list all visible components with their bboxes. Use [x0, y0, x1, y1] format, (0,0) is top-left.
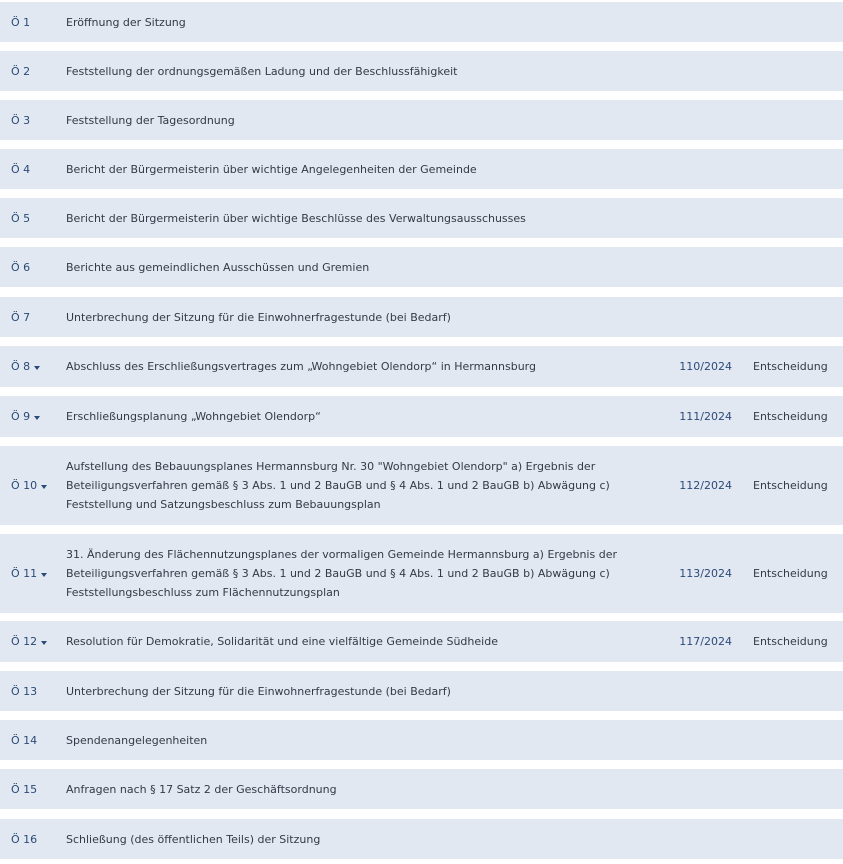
item-number: Ö 5	[11, 211, 31, 225]
item-title	[66, 534, 621, 613]
agenda-row	[0, 51, 843, 91]
agenda-row	[0, 100, 843, 140]
vorlage-link[interactable]: 117/2024	[679, 635, 732, 648]
agenda-row	[0, 396, 843, 437]
expand-toggle[interactable]	[11, 534, 47, 613]
caret-down-icon	[41, 485, 47, 489]
item-title-line: Feststellungsbeschluss zum Flächennutzungsplan	[66, 586, 340, 599]
item-title: Erschließungsplanung „Wohngebiet Olendorp“	[66, 410, 321, 423]
caret-down-icon	[34, 416, 40, 420]
vorlage-link[interactable]: 110/2024	[679, 360, 732, 373]
agenda-row	[0, 346, 843, 387]
item-number: Ö 10	[11, 479, 38, 492]
item-title: Spendenangelegenheiten	[66, 733, 208, 747]
item-title-line: Beteiligungsverfahren gemäß § 3 Abs. 1 und 2 BauGB und § 4 Abs. 1 und 2 BauGB b) Abwägung c)	[66, 479, 610, 492]
agenda-row	[0, 621, 843, 662]
agenda-row	[0, 198, 843, 238]
vorlage-link[interactable]: 113/2024	[679, 567, 732, 580]
item-number: Ö 6	[11, 260, 31, 274]
item-title: Feststellung der Tagesordnung	[66, 113, 235, 127]
item-number: Ö 1	[11, 15, 31, 29]
item-title: Feststellung der ordnungsgemäßen Ladung und der Beschlussfähigkeit	[66, 64, 458, 78]
item-type: Entscheidung	[753, 479, 828, 492]
vorlage-link[interactable]: 112/2024	[679, 479, 732, 492]
item-type: Entscheidung	[753, 410, 828, 423]
item-number: Ö 4	[11, 162, 31, 176]
expand-toggle[interactable]	[11, 396, 40, 437]
item-title-line: Beteiligungsverfahren gemäß § 3 Abs. 1 und 2 BauGB und § 4 Abs. 1 und 2 BauGB b) Abwägung c)	[66, 567, 610, 580]
item-title: Schließung (des öffentlichen Teils) der Sitzung	[66, 832, 321, 846]
item-number: Ö 16	[11, 832, 38, 846]
item-title: Bericht der Bürgermeisterin über wichtige Angelegenheiten der Gemeinde	[66, 162, 477, 176]
expand-toggle[interactable]	[11, 446, 47, 525]
item-title: Unterbrechung der Sitzung für die Einwohnerfragestunde (bei Bedarf)	[66, 684, 451, 698]
item-title: Unterbrechung der Sitzung für die Einwohnerfragestunde (bei Bedarf)	[66, 310, 451, 324]
item-title-line: 31. Änderung des Flächennutzungsplanes der vormaligen Gemeinde Hermannsburg a) Ergebnis der	[66, 548, 617, 561]
agenda-row	[0, 2, 843, 42]
item-number: Ö 7	[11, 310, 31, 324]
agenda-row	[0, 149, 843, 189]
item-number: Ö 3	[11, 113, 31, 127]
caret-down-icon	[41, 641, 47, 645]
item-number: Ö 8	[11, 360, 31, 373]
caret-down-icon	[41, 573, 47, 577]
agenda-row	[0, 446, 843, 525]
agenda-row	[0, 671, 843, 711]
agenda-row	[0, 534, 843, 613]
item-number: Ö 11	[11, 567, 38, 580]
item-number: Ö 2	[11, 64, 31, 78]
item-number: Ö 15	[11, 782, 38, 796]
item-title: Anfragen nach § 17 Satz 2 der Geschäftsordnung	[66, 782, 337, 796]
agenda-row	[0, 247, 843, 287]
item-type: Entscheidung	[753, 635, 828, 648]
item-title: Resolution für Demokratie, Solidarität und eine vielfältige Gemeinde Südheide	[66, 635, 498, 648]
item-title: Bericht der Bürgermeisterin über wichtige Beschlüsse des Verwaltungsausschusses	[66, 211, 526, 225]
agenda-row	[0, 297, 843, 337]
item-number: Ö 12	[11, 635, 38, 648]
expand-toggle[interactable]	[11, 621, 47, 662]
agenda-row	[0, 819, 843, 859]
item-type: Entscheidung	[753, 567, 828, 580]
item-number: Ö 14	[11, 733, 38, 747]
vorlage-link[interactable]: 111/2024	[679, 410, 732, 423]
item-title: Eröffnung der Sitzung	[66, 15, 186, 29]
item-number: Ö 13	[11, 684, 38, 698]
agenda-row	[0, 720, 843, 760]
item-title: Abschluss des Erschließungsvertrages zum „Wohngebiet Olendorp“ in Hermannsburg	[66, 360, 536, 373]
caret-down-icon	[34, 366, 40, 370]
item-title-line: Feststellung und Satzungsbeschluss zum Bebauungsplan	[66, 498, 381, 511]
item-number: Ö 9	[11, 410, 31, 423]
item-type: Entscheidung	[753, 360, 828, 373]
agenda-row	[0, 769, 843, 809]
expand-toggle[interactable]	[11, 346, 40, 387]
item-title: Berichte aus gemeindlichen Ausschüssen und Gremien	[66, 260, 370, 274]
item-title	[66, 446, 621, 525]
item-title-line: Aufstellung des Bebauungsplanes Hermannsburg Nr. 30 "Wohngebiet Olendorp" a) Ergebnis der	[66, 460, 596, 473]
